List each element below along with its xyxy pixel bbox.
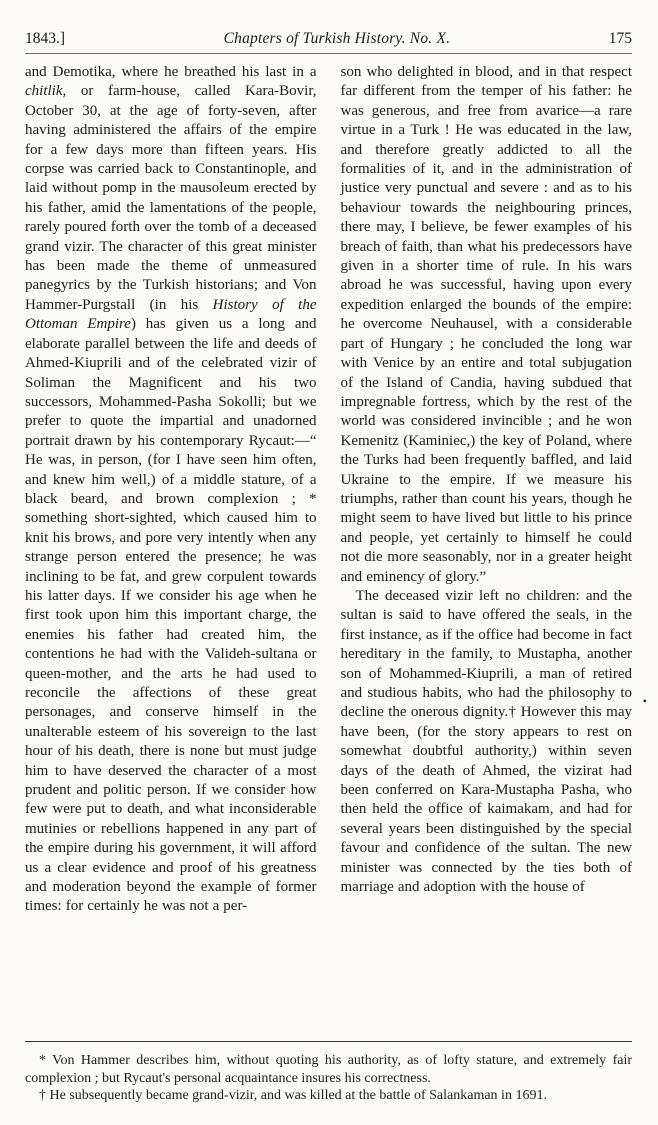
right-column-paragraph-1: son who delighted in blood, and in that respect far different from the temper of his father: he was generous, and free from avarice—a rare virtue in a Turk ! He was educated in the law, and therefore greatly addicted to all the formalities of it, and in the administration of justice very punctual and severe : and as to his behaviour towards the neighbouring princes, there may, I believe, be fewer examples of his breach of faith, than what his predecessors have given in a shorter time of rule. In his wars abroad he was successful, having upon every expedition enlarged the bounds of the empire: he overcome Neuhausel, with a considerable part of Hungary ; he concluded the long war with Venice by an entire and total subjugation of the Island of Candia, having subdued that impregnable fortress, which by the rest of the world was considered invincible ; and he won Kemenitz (Kaminiec,) the key of Poland, where the Turks had been frequently baffled, and laid Ukraine to the empire. If we measure his triumphs, rather than count his years, though he might seem to have lived but little to his prince and people, yet certainly to himself he could not die more seasonably, nor in a greater height and eminency of glory.” xyxy=(340,64,632,585)
text-columns xyxy=(25,63,632,1027)
header-rule xyxy=(25,53,632,54)
footnote-asterisk: * Von Hammer describes him, without quoting his authority, as of lofty stature, and extremely fair complexion ; but Rycaut's personal acquaintance insures his correctness. xyxy=(25,1053,632,1086)
right-column xyxy=(341,63,633,1027)
left-column xyxy=(25,63,317,1027)
left-column-paragraph: and Demotika, where he breathed his last in a chitlik, or farm-house, called Kara-Bovir, October 30, at the age of forty-seven, after having administered the affairs of the empire for a few days more than fifteen years. His corpse was carried back to Constantinople, and laid without pomp in the mausoleum erected by his father, amid the lamentations of the people, rarely poured forth over the tomb of a deceased grand vizir. The character of this great minister has been made the theme of unmeasured panegyrics by the Turkish historians; and Von Hammer-Purgstall (in his History of the Ottoman Empire) has given us a long and elaborate parallel between the life and deeds of Ahmed-Kiuprili and of the celebrated vizir of Soliman the Magnificent and his two successors, Mohammed-Pasha Sokolli; but we prefer to quote the impartial and unadorned portrait drawn by his contemporary Rycaut:—“ He was, in person, (for I have seen him often, and knew him well,) of a middle stature, of a black beard, and brown complexion ; * something short-sighted, which caused him to knit his brows, and pore very intently when any strange person entered the presence; he was inclining to be fat, and grew corpulent towards his latter days. If we consider his age when he first took upon him this important charge, the enemies his father had created him, the contentions he had with the Valideh-sultana or queen-mother, and the arts he had used to reconcile the affections of these great personages, and conserve himself in the unalterable esteem of his sovereign to the last hour of his death, there is none but must judge him to have deserved the character of a most prudent and politic person. If we consider how few were put to death, and what inconsiderable mutinies or rebellions happened in any part of the empire during his government, it will afford us a clear evidence and proof of his greatness and moderation beyond the example of former times: for certainly he was not a per- xyxy=(25,64,317,915)
footnotes xyxy=(25,1052,632,1105)
footnote-dagger: † He subsequently became grand-vizir, and was killed at the battle of Salankaman in 1691. xyxy=(39,1088,547,1103)
page-title: Chapters of Turkish History. No. X. xyxy=(223,30,451,47)
running-head xyxy=(25,30,632,47)
header-year: 1843.] xyxy=(25,30,66,47)
right-column-paragraph-2: The deceased vizir left no children: and the sultan is said to have offered the seals, in the first instance, as if the office had become in fact hereditary in the family, to Mustapha, another son of Mohammed-Kiuprili, a man of retired and studious habits, who had the philosophy to decline the onerous dignity.† However this may have been, (for the story appears to rest on somewhat doubtful authority,) within seven days of the death of Ahmed, the vizirat had been conferred on Kara-Mustapha Pasha, who then held the office of kaimakam, and had for several years been distinguished by the special favour and confidence of the sultan. The new minister was connected by the ties both of marriage and adoption with the house of xyxy=(340,587,632,896)
footnote-rule xyxy=(25,1041,632,1042)
margin-mark: • xyxy=(642,694,647,708)
header-page-number: 175 xyxy=(608,30,632,47)
